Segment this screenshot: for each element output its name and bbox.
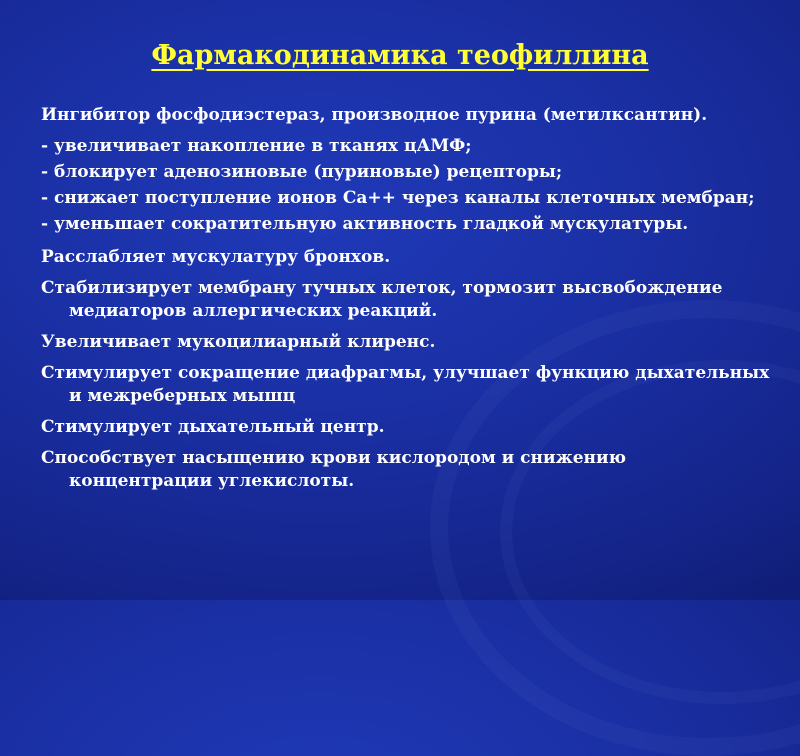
effect-item: - увеличивает накопление в тканях цАМФ; xyxy=(41,136,472,156)
effect-item: - блокирует аденозиновые (пуриновые) рецепторы; xyxy=(41,162,563,182)
point-item: Стимулирует сокращение диафрагмы, улучшает функцию дыхательных и межреберных мышц xyxy=(41,363,770,406)
effect-item: - уменьшает сократительную активность гладкой мускулатуры. xyxy=(41,214,689,234)
slide-title: Фармакодинамика теофиллина xyxy=(151,40,649,71)
intro-text: Ингибитор фосфодиэстераз, производное пурина (метилксантин). xyxy=(41,105,708,125)
point-item: Стабилизирует мембрану тучных клеток, тормозит высвобождение медиаторов аллергических реакций. xyxy=(41,278,723,321)
point-item: Стимулирует дыхательный центр. xyxy=(41,417,385,437)
effect-item: - снижает поступление ионов Ca++ через каналы клеточных мембран; xyxy=(41,188,755,208)
point-item: Увеличивает мукоцилиарный клиренс. xyxy=(41,332,436,352)
point-item: Расслабляет мускулатуру бронхов. xyxy=(41,247,391,267)
slide-body xyxy=(41,104,771,501)
point-item: Способствует насыщению крови кислородом и снижению концентрации углекислоты. xyxy=(41,448,627,491)
